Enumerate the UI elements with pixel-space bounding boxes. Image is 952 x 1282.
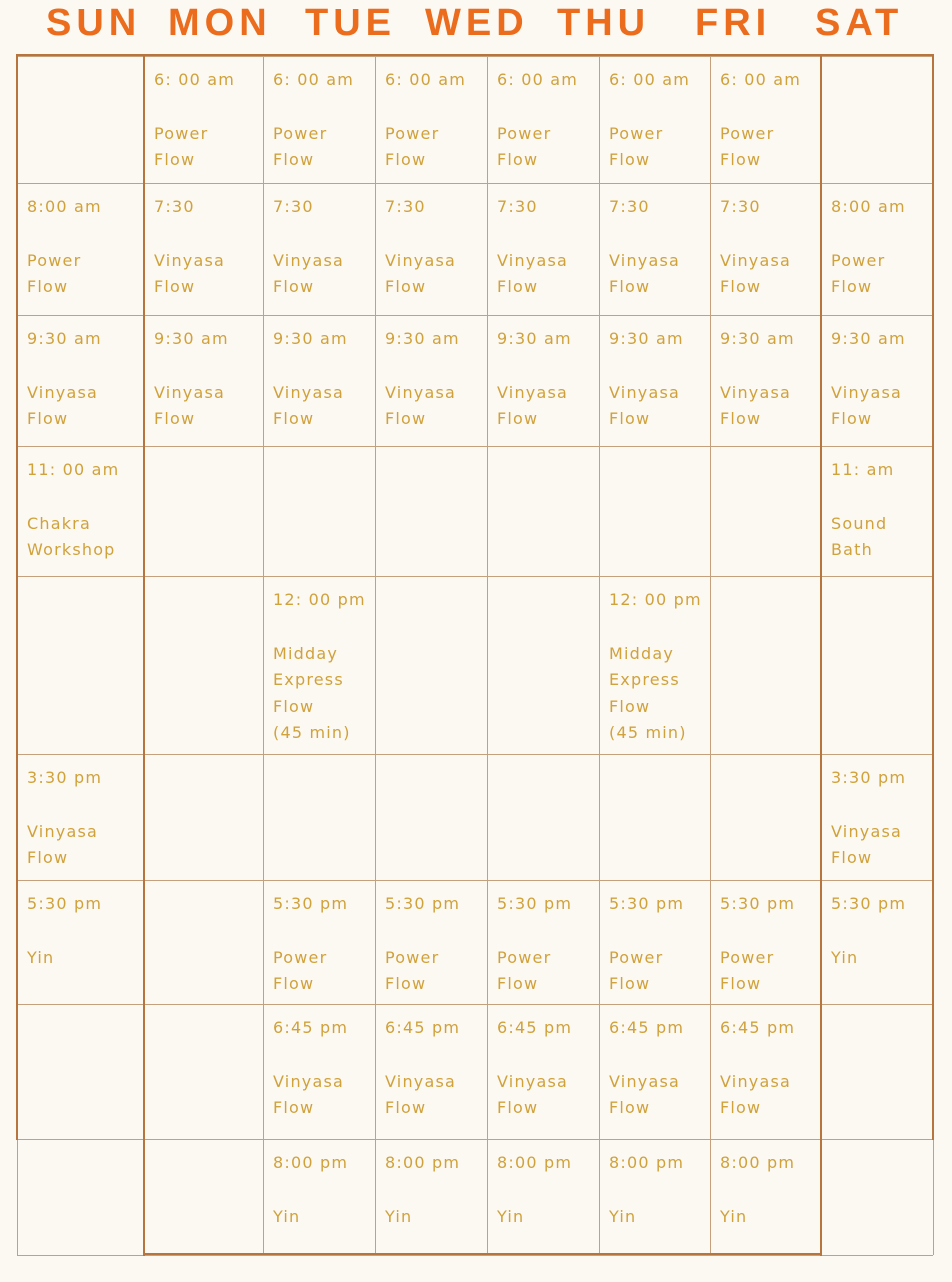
class-name: Vinyasa Flow	[273, 382, 344, 428]
class-name: Power Flow	[273, 123, 328, 169]
class-slot	[144, 315, 263, 446]
class-slot	[375, 1004, 487, 1139]
class-name: Vinyasa Flow	[497, 1071, 568, 1117]
class-slot	[710, 880, 821, 1004]
class-name: Vinyasa Flow	[831, 382, 902, 428]
grid-column-line	[487, 56, 488, 1255]
class-name: Power Flow	[720, 123, 775, 169]
day-heading-sat: SAT	[815, 2, 904, 44]
class-slot	[17, 446, 144, 576]
outer-frame-left	[16, 54, 18, 1140]
class-time: 7:30	[385, 197, 426, 216]
class-name: Power Flow	[385, 947, 440, 993]
class-time: 9:30 am	[154, 329, 229, 348]
class-slot	[263, 56, 375, 183]
class-time: 6:45 pm	[273, 1018, 349, 1037]
class-slot	[487, 880, 599, 1004]
class-time: 11: 00 am	[27, 460, 120, 479]
class-name: Yin	[385, 1206, 413, 1226]
class-slot	[710, 1004, 821, 1139]
class-name: Yin	[497, 1206, 525, 1226]
class-slot	[821, 446, 933, 576]
class-time: 6:45 pm	[385, 1018, 461, 1037]
class-slot	[710, 56, 821, 183]
class-name: Vinyasa Flow	[385, 250, 456, 296]
class-name: Vinyasa Flow	[273, 250, 344, 296]
day-heading-wed: WED	[425, 2, 529, 44]
class-slot	[487, 183, 599, 315]
class-name: Power Flow	[609, 123, 664, 169]
class-name: Power Flow	[154, 123, 209, 169]
class-time: 8:00 am	[831, 197, 906, 216]
class-time: 5:30 pm	[273, 894, 349, 913]
class-slot	[144, 56, 263, 183]
class-slot	[487, 1139, 599, 1255]
class-time: 9:30 am	[273, 329, 348, 348]
class-name: Midday Express Flow (45 min)	[609, 643, 687, 742]
class-slot	[375, 315, 487, 446]
class-time: 9:30 am	[497, 329, 572, 348]
weekday-frame-bottom	[143, 1253, 822, 1255]
class-slot	[17, 880, 144, 1004]
class-time: 6: 00 am	[609, 70, 691, 89]
class-name: Yin	[831, 947, 859, 967]
class-slot	[263, 880, 375, 1004]
class-slot	[599, 1004, 710, 1139]
class-time: 8:00 pm	[497, 1153, 573, 1172]
class-slot	[710, 1139, 821, 1255]
grid-row-line	[17, 315, 933, 316]
class-slot	[710, 183, 821, 315]
grid-row-line	[17, 576, 933, 577]
grid-row-line	[17, 56, 933, 57]
class-slot	[821, 754, 933, 880]
class-time: 5:30 pm	[385, 894, 461, 913]
class-slot	[599, 56, 710, 183]
class-slot	[263, 1139, 375, 1255]
day-heading-mon: MON	[168, 2, 272, 44]
class-time: 6:45 pm	[720, 1018, 796, 1037]
class-name: Vinyasa Flow	[497, 382, 568, 428]
class-name: Chakra Workshop	[27, 513, 116, 559]
class-time: 7:30	[720, 197, 761, 216]
class-slot	[599, 1139, 710, 1255]
class-name: Yin	[609, 1206, 637, 1226]
class-time: 6: 00 am	[385, 70, 467, 89]
class-slot	[599, 183, 710, 315]
class-time: 5:30 pm	[720, 894, 796, 913]
class-time: 9:30 am	[831, 329, 906, 348]
class-slot	[144, 183, 263, 315]
class-time: 5:30 pm	[497, 894, 573, 913]
class-time: 7:30	[497, 197, 538, 216]
class-name: Power Flow	[831, 250, 886, 296]
class-slot	[17, 183, 144, 315]
class-name: Power Flow	[385, 123, 440, 169]
class-slot	[821, 183, 933, 315]
class-name: Midday Express Flow (45 min)	[273, 643, 351, 742]
class-name: Vinyasa Flow	[385, 1071, 456, 1117]
day-heading-tue: TUE	[305, 2, 396, 44]
class-time: 8:00 am	[27, 197, 102, 216]
class-name: Yin	[273, 1206, 301, 1226]
grid-row-line	[17, 1139, 933, 1140]
class-slot	[821, 315, 933, 446]
class-time: 7:30	[273, 197, 314, 216]
grid-row-line	[17, 880, 933, 881]
class-time: 8:00 pm	[273, 1153, 349, 1172]
class-time: 8:00 pm	[385, 1153, 461, 1172]
grid-row-line	[17, 1255, 933, 1256]
class-slot	[375, 1139, 487, 1255]
day-heading-sun: SUN	[46, 2, 142, 44]
grid-column-line	[599, 56, 600, 1255]
class-time: 3:30 pm	[27, 768, 103, 787]
class-name: Vinyasa Flow	[720, 1071, 791, 1117]
weekday-frame-left	[143, 54, 145, 1256]
class-name: Power Flow	[27, 250, 82, 296]
grid-row-line	[17, 183, 933, 184]
class-slot	[375, 56, 487, 183]
class-slot	[487, 315, 599, 446]
grid-column-line	[375, 56, 376, 1255]
class-time: 6: 00 am	[720, 70, 802, 89]
class-time: 12: 00 pm	[609, 590, 702, 609]
class-time: 6: 00 am	[154, 70, 236, 89]
class-name: Vinyasa Flow	[720, 382, 791, 428]
class-slot	[17, 754, 144, 880]
class-slot	[821, 880, 933, 1004]
class-time: 8:00 pm	[609, 1153, 685, 1172]
class-name: Power Flow	[273, 947, 328, 993]
class-time: 5:30 pm	[27, 894, 103, 913]
class-name: Yin	[27, 947, 55, 967]
class-name: Sound Bath	[831, 513, 888, 559]
class-time: 11: am	[831, 460, 895, 479]
class-slot	[710, 315, 821, 446]
class-time: 3:30 pm	[831, 768, 907, 787]
class-time: 7:30	[609, 197, 650, 216]
day-heading-fri: FRI	[695, 2, 772, 44]
class-time: 5:30 pm	[609, 894, 685, 913]
class-slot	[375, 880, 487, 1004]
class-time: 9:30 am	[27, 329, 102, 348]
grid-column-line	[263, 56, 264, 1255]
class-name: Vinyasa Flow	[154, 250, 225, 296]
class-slot	[263, 315, 375, 446]
class-name: Vinyasa Flow	[27, 821, 98, 867]
class-name: Vinyasa Flow	[497, 250, 568, 296]
class-slot	[599, 880, 710, 1004]
class-time: 9:30 am	[385, 329, 460, 348]
class-slot	[263, 183, 375, 315]
class-time: 8:00 pm	[720, 1153, 796, 1172]
class-slot	[375, 183, 487, 315]
grid-row-line	[17, 446, 933, 447]
class-name: Power Flow	[497, 947, 552, 993]
class-slot	[263, 576, 375, 754]
grid-row-line	[17, 754, 933, 755]
class-time: 6: 00 am	[497, 70, 579, 89]
class-name: Power Flow	[497, 123, 552, 169]
class-slot	[263, 1004, 375, 1139]
class-name: Power Flow	[609, 947, 664, 993]
weekday-frame-right	[820, 54, 822, 1256]
outer-frame-top	[16, 54, 934, 56]
class-name: Vinyasa Flow	[609, 382, 680, 428]
class-slot	[487, 56, 599, 183]
class-name: Power Flow	[720, 947, 775, 993]
class-time: 12: 00 pm	[273, 590, 366, 609]
outer-frame-right	[932, 54, 934, 1140]
class-name: Yin	[720, 1206, 748, 1226]
class-time: 6: 00 am	[273, 70, 355, 89]
class-slot	[599, 576, 710, 754]
class-name: Vinyasa Flow	[609, 1071, 680, 1117]
day-heading-thu: THU	[557, 2, 651, 44]
class-name: Vinyasa Flow	[385, 382, 456, 428]
class-time: 5:30 pm	[831, 894, 907, 913]
class-time: 7:30	[154, 197, 195, 216]
class-name: Vinyasa Flow	[154, 382, 225, 428]
class-slot	[487, 1004, 599, 1139]
class-time: 9:30 am	[720, 329, 795, 348]
grid-row-line	[17, 1004, 933, 1005]
class-name: Vinyasa Flow	[609, 250, 680, 296]
grid-column-line	[710, 56, 711, 1255]
class-name: Vinyasa Flow	[831, 821, 902, 867]
class-slot	[17, 315, 144, 446]
class-time: 6:45 pm	[609, 1018, 685, 1037]
class-slot	[599, 315, 710, 446]
class-name: Vinyasa Flow	[273, 1071, 344, 1117]
class-time: 9:30 am	[609, 329, 684, 348]
class-name: Vinyasa Flow	[720, 250, 791, 296]
class-time: 6:45 pm	[497, 1018, 573, 1037]
class-name: Vinyasa Flow	[27, 382, 98, 428]
